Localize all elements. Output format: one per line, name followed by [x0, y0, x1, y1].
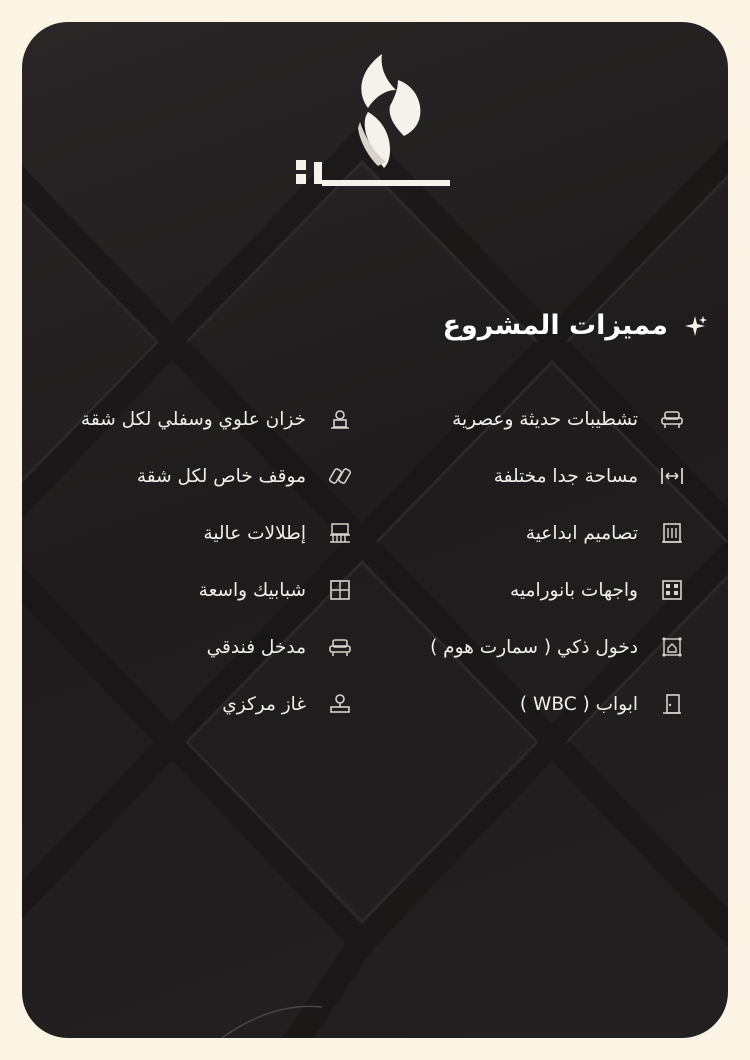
smart-home-icon: [660, 635, 684, 659]
balcony-icon: [328, 521, 352, 545]
feature-item: [222, 687, 352, 721]
door-icon: [660, 692, 684, 716]
feature-item: [81, 402, 352, 436]
window-icon: [328, 578, 352, 602]
feature-label: تصاميم ابداعية: [525, 522, 638, 544]
feature-item: [494, 459, 684, 493]
feature-item: [510, 573, 684, 607]
feature-label: تشطيبات حديثة وعصرية: [452, 408, 638, 430]
feature-label: غاز مركزي: [222, 693, 306, 715]
feature-label: دخول ذكي ( سمارت هوم ): [430, 636, 638, 658]
feature-label: مساحة جدا مختلفة: [493, 465, 638, 487]
feature-label: شبابيك واسعة: [198, 579, 306, 601]
feature-label: ابواب ( WBC ): [519, 693, 638, 715]
water-tank-icon: [328, 407, 352, 431]
feature-item: [526, 516, 684, 550]
hotel-entrance-icon: [328, 635, 352, 659]
gas-icon: [328, 692, 352, 716]
sofa-icon: [660, 407, 684, 431]
feature-item: [452, 402, 684, 436]
feature-item: [207, 630, 352, 664]
feature-item: [137, 459, 352, 493]
area-arrows-icon: [660, 464, 684, 488]
building-icon: [660, 521, 684, 545]
feature-label: خزان علوي وسفلي لكل شقة: [80, 408, 306, 430]
feature-label: مدخل فندقي: [206, 636, 306, 658]
feature-item: [430, 630, 684, 664]
sparkle-icon: [682, 313, 708, 339]
feature-item: [199, 573, 352, 607]
feature-label: موقف خاص لكل شقة: [136, 465, 306, 487]
feature-item: [520, 687, 684, 721]
feature-label: إطلالات عالية: [203, 522, 306, 544]
facade-icon: [660, 578, 684, 602]
page-title: مميزات المشروع: [442, 310, 668, 341]
feature-item: [203, 516, 352, 550]
parking-icon: [328, 464, 352, 488]
feature-label: واجهات بانوراميه: [510, 579, 638, 601]
section-heading: [443, 310, 708, 341]
project-card: [22, 22, 728, 1038]
brand-logo: [290, 50, 460, 200]
